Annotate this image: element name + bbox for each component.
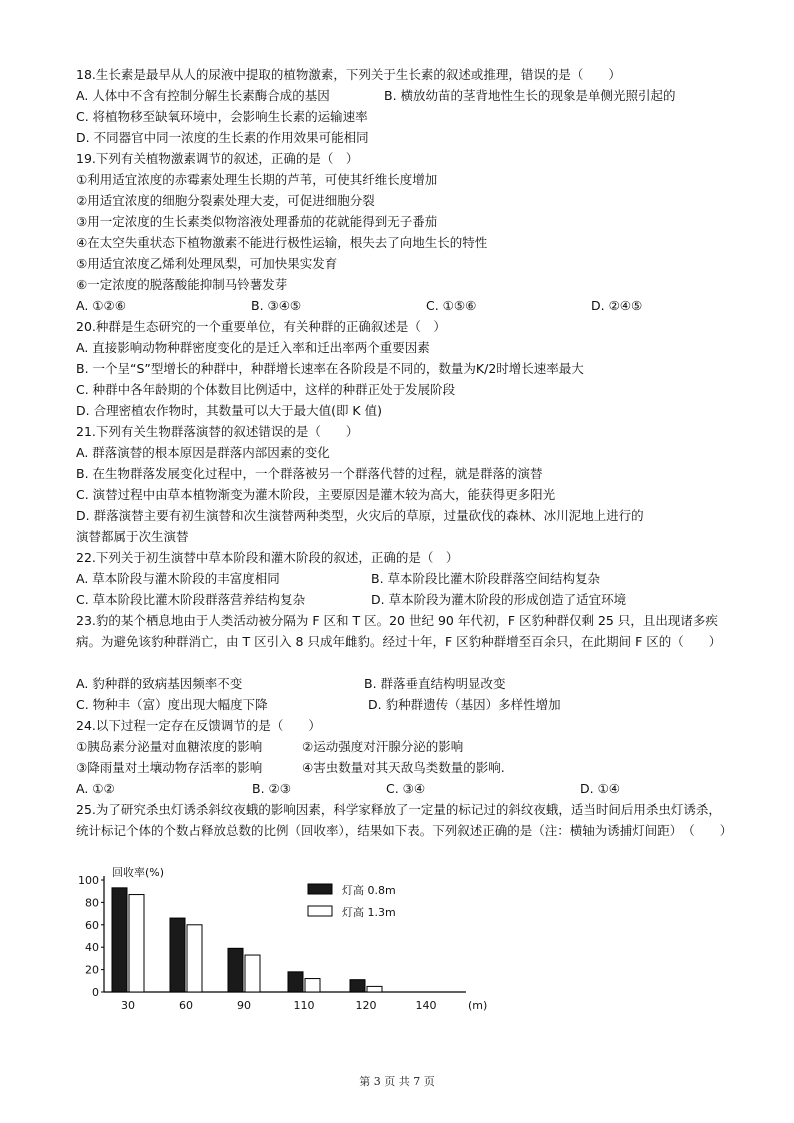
bar-height-0.8m-90 xyxy=(228,948,243,992)
q18-options-ab xyxy=(76,85,726,106)
x-tick-label: 120 xyxy=(355,999,377,1012)
q24-stem: 24.以下过程一定存在反馈调节的是（ ） xyxy=(76,718,321,733)
q21-option-c: C. 演替过程中由草本植物渐变为灌木阶段，主要原因是灌木较为高大，能获得更多阳光 xyxy=(76,487,556,502)
bar-height-0.8m-30 xyxy=(112,888,127,992)
recovery-rate-chart xyxy=(76,862,506,1020)
q20-option-a: A. 直接影响动物种群密度变化的是迁入率和迁出率两个重要因素 xyxy=(76,340,430,355)
legend-swatch-1 xyxy=(308,906,332,916)
q21-option-a: A. 群落演替的根本原因是群落内部因素的变化 xyxy=(76,445,330,460)
q22-option-b: B. 草本阶段比灌木阶段群落空间结构复杂 xyxy=(371,571,601,586)
q21-stem: 21.下列有关生物群落演替的叙述错误的是（ ） xyxy=(76,424,359,439)
page-footer: 第 3 页 共 7 页 xyxy=(359,1075,435,1088)
q23-option-d: D. 豹种群遗传（基因）多样性增加 xyxy=(368,697,561,712)
bar-height-0.8m-60 xyxy=(170,918,185,992)
q20-option-c: C. 种群中各年龄期的个体数目比例适中，这样的种群正处于发展阶段 xyxy=(76,382,456,397)
q19-item-4: ④在太空失重状态下植物激素不能进行极性运输，根失去了向地生长的特性 xyxy=(76,235,488,250)
q24-option-d: D. ①④ xyxy=(580,781,620,796)
q22-option-c: C. 草本阶段比灌木阶段群落营养结构复杂 xyxy=(76,592,306,607)
x-tick-label: 60 xyxy=(179,999,193,1012)
q24-items-12 xyxy=(76,736,726,757)
q24-option-b: B. ②③ xyxy=(252,781,291,796)
y-tick-label: 20 xyxy=(85,963,99,977)
q19-item-2: ②用适宜浓度的细胞分裂素处理大麦，可促进细胞分裂 xyxy=(76,193,375,208)
q19-item-3: ③用一定浓度的生长素类似物溶液处理番茄的花就能得到无子番茄 xyxy=(76,214,438,229)
q18-stem: 18.生长素是最早从人的尿液中提取的植物激素，下列关于生长素的叙述或推理，错误的是（ ） xyxy=(76,67,621,82)
bar-height-0.8m-120 xyxy=(350,980,365,992)
x-tick-label: 110 xyxy=(293,999,315,1012)
bar-height-1.3m-60 xyxy=(187,925,202,992)
q21-option-b: B. 在生物群落发展变化过程中，一个群落被另一个群落代替的过程，就是群落的演替 xyxy=(76,466,543,481)
q18-option-c: C. 将植物移至缺氧环境中，会影响生长素的运输速率 xyxy=(76,109,368,124)
y-tick-label: 40 xyxy=(85,941,99,955)
q19-stem: 19.下列有关植物激素调节的叙述，正确的是（ ） xyxy=(76,151,359,166)
legend-label-0: 灯高 0.8m xyxy=(342,884,396,897)
q19-item-1: ①利用适宜浓度的赤霉素处理生长期的芦苇，可使其纤维长度增加 xyxy=(76,172,438,187)
q18-option-d: D. 不同器官中同一浓度的生长素的作用效果可能相同 xyxy=(76,130,369,145)
y-tick-label: 60 xyxy=(85,918,99,932)
q24-options xyxy=(76,778,726,799)
q22-options-ab xyxy=(76,568,726,589)
exam-page xyxy=(76,64,733,862)
q23-option-c: C. 物种丰（富）度出现大幅度下降 xyxy=(76,697,268,712)
q21-option-d-line2: 演替都属于次生演替 xyxy=(76,529,189,544)
x-tick-label: 140 xyxy=(415,999,437,1012)
q18-option-b: B. 横放幼苗的茎背地性生长的现象是单侧光照引起的 xyxy=(384,88,676,103)
q22-stem: 22.下列关于初生演替中草本阶段和灌木阶段的叙述，正确的是（ ） xyxy=(76,550,459,565)
legend-swatch-0 xyxy=(308,884,332,894)
q22-option-a: A. 草本阶段与灌木阶段的丰富度相同 xyxy=(76,571,280,586)
q24-option-c: C. ③④ xyxy=(386,781,426,796)
x-tick-label: 30 xyxy=(121,999,135,1012)
q24-item-2: ②运动强度对汗腺分泌的影响 xyxy=(302,739,464,754)
q20-stem: 20.种群是生态研究的一个重要单位，有关种群的正确叙述是（ ） xyxy=(76,319,446,334)
q24-item-4: ④害虫数量对其天敌鸟类数量的影响. xyxy=(302,760,505,775)
bar-height-1.3m-90 xyxy=(245,955,260,992)
q23-option-b: B. 群落垂直结构明显改变 xyxy=(364,676,506,691)
y-tick-label: 80 xyxy=(85,896,99,910)
q24-item-1: ①胰岛素分泌量对血糖浓度的影响 xyxy=(76,739,263,754)
q19-item-6: ⑥一定浓度的脱落酸能抑制马铃薯发芽 xyxy=(76,277,288,292)
q23-options-ab xyxy=(76,673,726,694)
bar-height-1.3m-110 xyxy=(305,979,320,992)
q24-option-a: A. ①② xyxy=(76,781,115,796)
q23-stem: 23.豹的某个栖息地由于人类活动被分隔为 F 区和 T 区。20 世纪 90 年代初，F 区豹种群仅剩 25 只，且出现诸多疾病。为避免该豹种群消亡，由 T 区引入 8 只成年雌豹。经过十年，F 区豹种群增至百余只，在此期间 F 区的（ ） xyxy=(76,613,722,649)
q20-option-b: B. 一个呈“S”型增长的种群中，种群增长速率在各阶段是不同的，数量为K/2时增长速率最大 xyxy=(76,361,584,376)
y-tick-label: 0 xyxy=(92,986,99,999)
q22-option-d: D. 草本阶段为灌木阶段的形成创造了适宜环境 xyxy=(371,592,627,607)
q19-options xyxy=(76,295,726,316)
bar-height-1.3m-30 xyxy=(129,895,144,992)
x-axis-label: (m) xyxy=(468,999,488,1012)
x-tick-label: 90 xyxy=(237,999,251,1012)
q19-item-5: ⑤用适宜浓度乙烯利处理凤梨，可加快果实发育 xyxy=(76,256,338,271)
q24-item-3: ③降雨量对土壤动物存活率的影响 xyxy=(76,760,263,775)
q19-option-b: B. ③④⑤ xyxy=(251,298,302,313)
q18-option-a: A. 人体中不含有控制分解生长素酶合成的基因 xyxy=(76,88,330,103)
bar-height-1.3m-120 xyxy=(367,986,382,992)
q23-options-cd xyxy=(76,694,726,715)
q21-option-d-line1: D. 群落演替主要有初生演替和次生演替两种类型，火灾后的草原，过量砍伐的森林、冰川泥地上进行的 xyxy=(76,508,644,523)
q20-option-d: D. 合理密植农作物时，其数量可以大于最大值(即 K 值) xyxy=(76,403,382,418)
q19-option-a: A. ①②⑥ xyxy=(76,298,126,313)
q19-option-c: C. ①⑤⑥ xyxy=(426,298,477,313)
legend-label-1: 灯高 1.3m xyxy=(342,906,396,919)
q22-options-cd xyxy=(76,589,726,610)
q19-option-d: D. ②④⑤ xyxy=(591,298,643,313)
y-tick-label: 100 xyxy=(78,874,99,887)
y-axis-label: 回收率(%) xyxy=(112,866,165,879)
bar-height-0.8m-110 xyxy=(288,972,303,992)
q24-items-34 xyxy=(76,757,726,778)
q25-stem: 25.为了研究杀虫灯诱杀斜纹夜蛾的影响因素，科学家释放了一定量的标记过的斜纹夜蛾，适当时间后用杀虫灯诱杀，统计标记个体的个数占释放总数的比例（回收率），结果如下表。下列叙述正确的是（注：横轴为诱捕灯间距） （ ） xyxy=(76,802,733,838)
q23-option-a: A. 豹种群的致病基因频率不变 xyxy=(76,676,243,691)
